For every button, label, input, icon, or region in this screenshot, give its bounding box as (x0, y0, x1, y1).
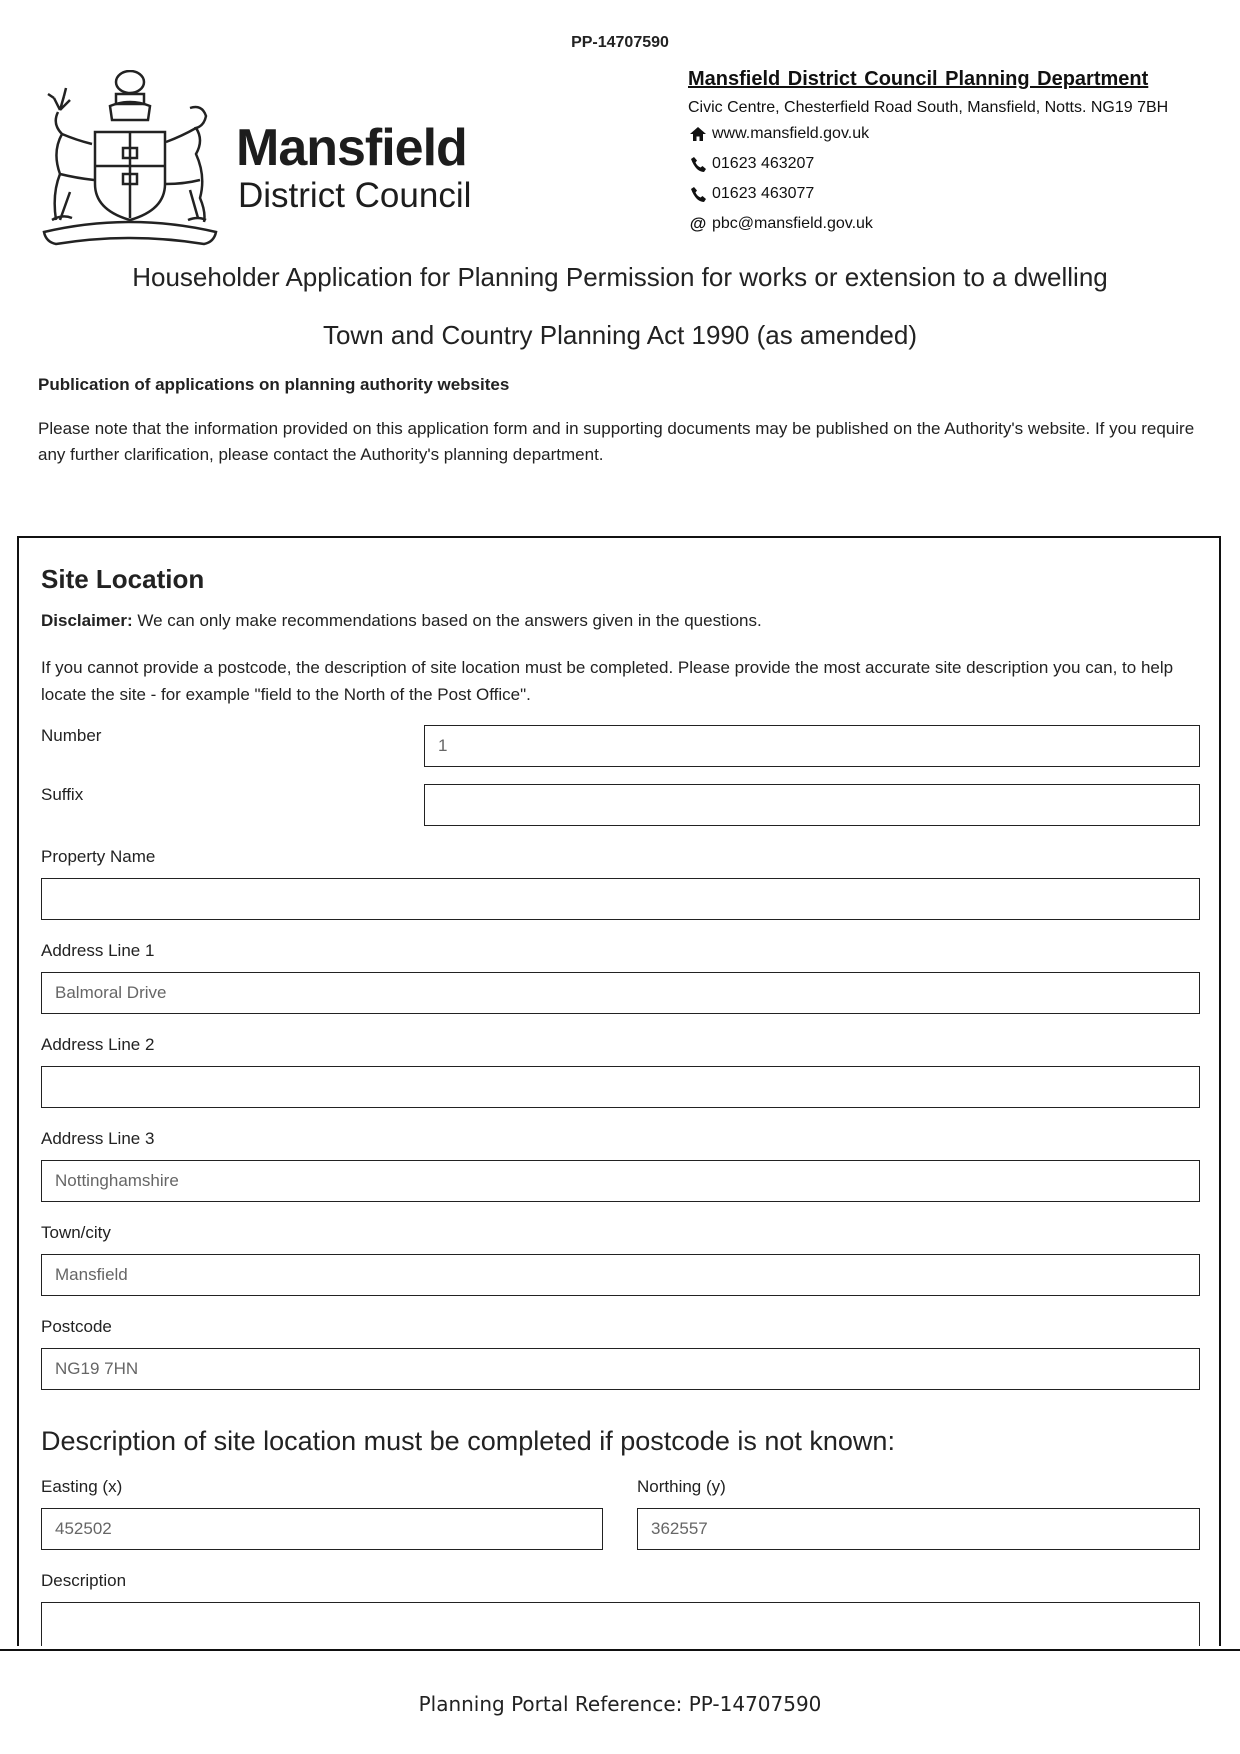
disclaimer (41, 611, 762, 631)
town-label: Town/city (41, 1223, 111, 1242)
home-icon (688, 127, 708, 141)
form-act: Town and Country Planning Act 1990 (as amended) (322, 320, 918, 350)
description-textarea[interactable] (41, 1602, 1200, 1646)
number-label: Number (41, 726, 102, 745)
phone-number-2: 01623 463077 (712, 185, 815, 202)
website-link[interactable]: www.mansfield.gov.uk (712, 125, 870, 142)
suffix-input[interactable] (424, 784, 1200, 826)
site-location-section (17, 536, 1221, 1646)
council-logo (40, 70, 480, 250)
property-name-input[interactable] (41, 878, 1200, 920)
phone-icon (688, 157, 708, 172)
northing-label: Northing (y) (637, 1477, 726, 1496)
phone-icon (688, 187, 708, 202)
application-reference: PP-14707590 (571, 34, 669, 51)
address-line-3-label: Address Line 3 (41, 1129, 155, 1148)
address-line-2-label: Address Line 2 (41, 1035, 155, 1054)
description-heading: Description of site location must be completed if postcode is not known: (41, 1426, 895, 1456)
number-input[interactable]: 1 (424, 725, 1200, 767)
disclaimer-label: Disclaimer: (41, 611, 133, 630)
town-input[interactable]: Mansfield (41, 1254, 1200, 1296)
phone-line-2 (688, 179, 1208, 209)
postcode-label: Postcode (41, 1317, 112, 1336)
section-title: Site Location (41, 564, 205, 594)
department-address: Civic Centre, Chesterfield Road South, Mansfield, Notts. NG19 7BH (688, 99, 1169, 116)
footer-reference: Planning Portal Reference: PP-14707590 (418, 1692, 822, 1716)
at-icon: @ (689, 214, 707, 233)
logo-subtitle: District Council (238, 176, 472, 215)
website-line (688, 119, 1208, 149)
form-title: Householder Application for Planning Permission for works or extension to a dwelling (132, 262, 1108, 292)
easting-input[interactable]: 452502 (41, 1508, 603, 1550)
address-line-2-input[interactable] (41, 1066, 1200, 1108)
department-contact (688, 68, 1208, 239)
department-title: Mansfield District Council Planning Department (688, 68, 1149, 90)
publication-notice: Please note that the information provided on this application form and in supporting documents may be published on the Authority's website. If you require any further clarification, please contact the Authority's planning department. (38, 419, 1195, 464)
logo-wordmark: Mansfield (236, 119, 467, 177)
publication-heading: Publication of applications on planning authority websites (38, 375, 510, 394)
page-divider (0, 1649, 1240, 1651)
description-label: Description (41, 1571, 127, 1590)
easting-label: Easting (x) (41, 1477, 123, 1496)
northing-input[interactable]: 362557 (637, 1508, 1200, 1550)
phone-number-1: 01623 463207 (712, 155, 815, 172)
email-line (688, 209, 1208, 239)
address-line-1-label: Address Line 1 (41, 941, 155, 960)
disclaimer-text: We can only make recommendations based on the answers given in the questions. (132, 611, 762, 630)
phone-line-1 (688, 149, 1208, 179)
postcode-input[interactable]: NG19 7HN (41, 1348, 1200, 1390)
address-line-3-input[interactable]: Nottinghamshire (41, 1160, 1200, 1202)
property-name-label: Property Name (41, 847, 156, 866)
address-line-1-input[interactable]: Balmoral Drive (41, 972, 1200, 1014)
help-text: If you cannot provide a postcode, the description of site location must be completed. Please provide the most accurate site description you can, to help locate the site - for example "field to the North of the Post Office". (41, 658, 1174, 704)
suffix-label: Suffix (41, 785, 84, 804)
email-link[interactable]: pbc@mansfield.gov.uk (712, 215, 873, 232)
council-crest-icon (40, 70, 220, 248)
